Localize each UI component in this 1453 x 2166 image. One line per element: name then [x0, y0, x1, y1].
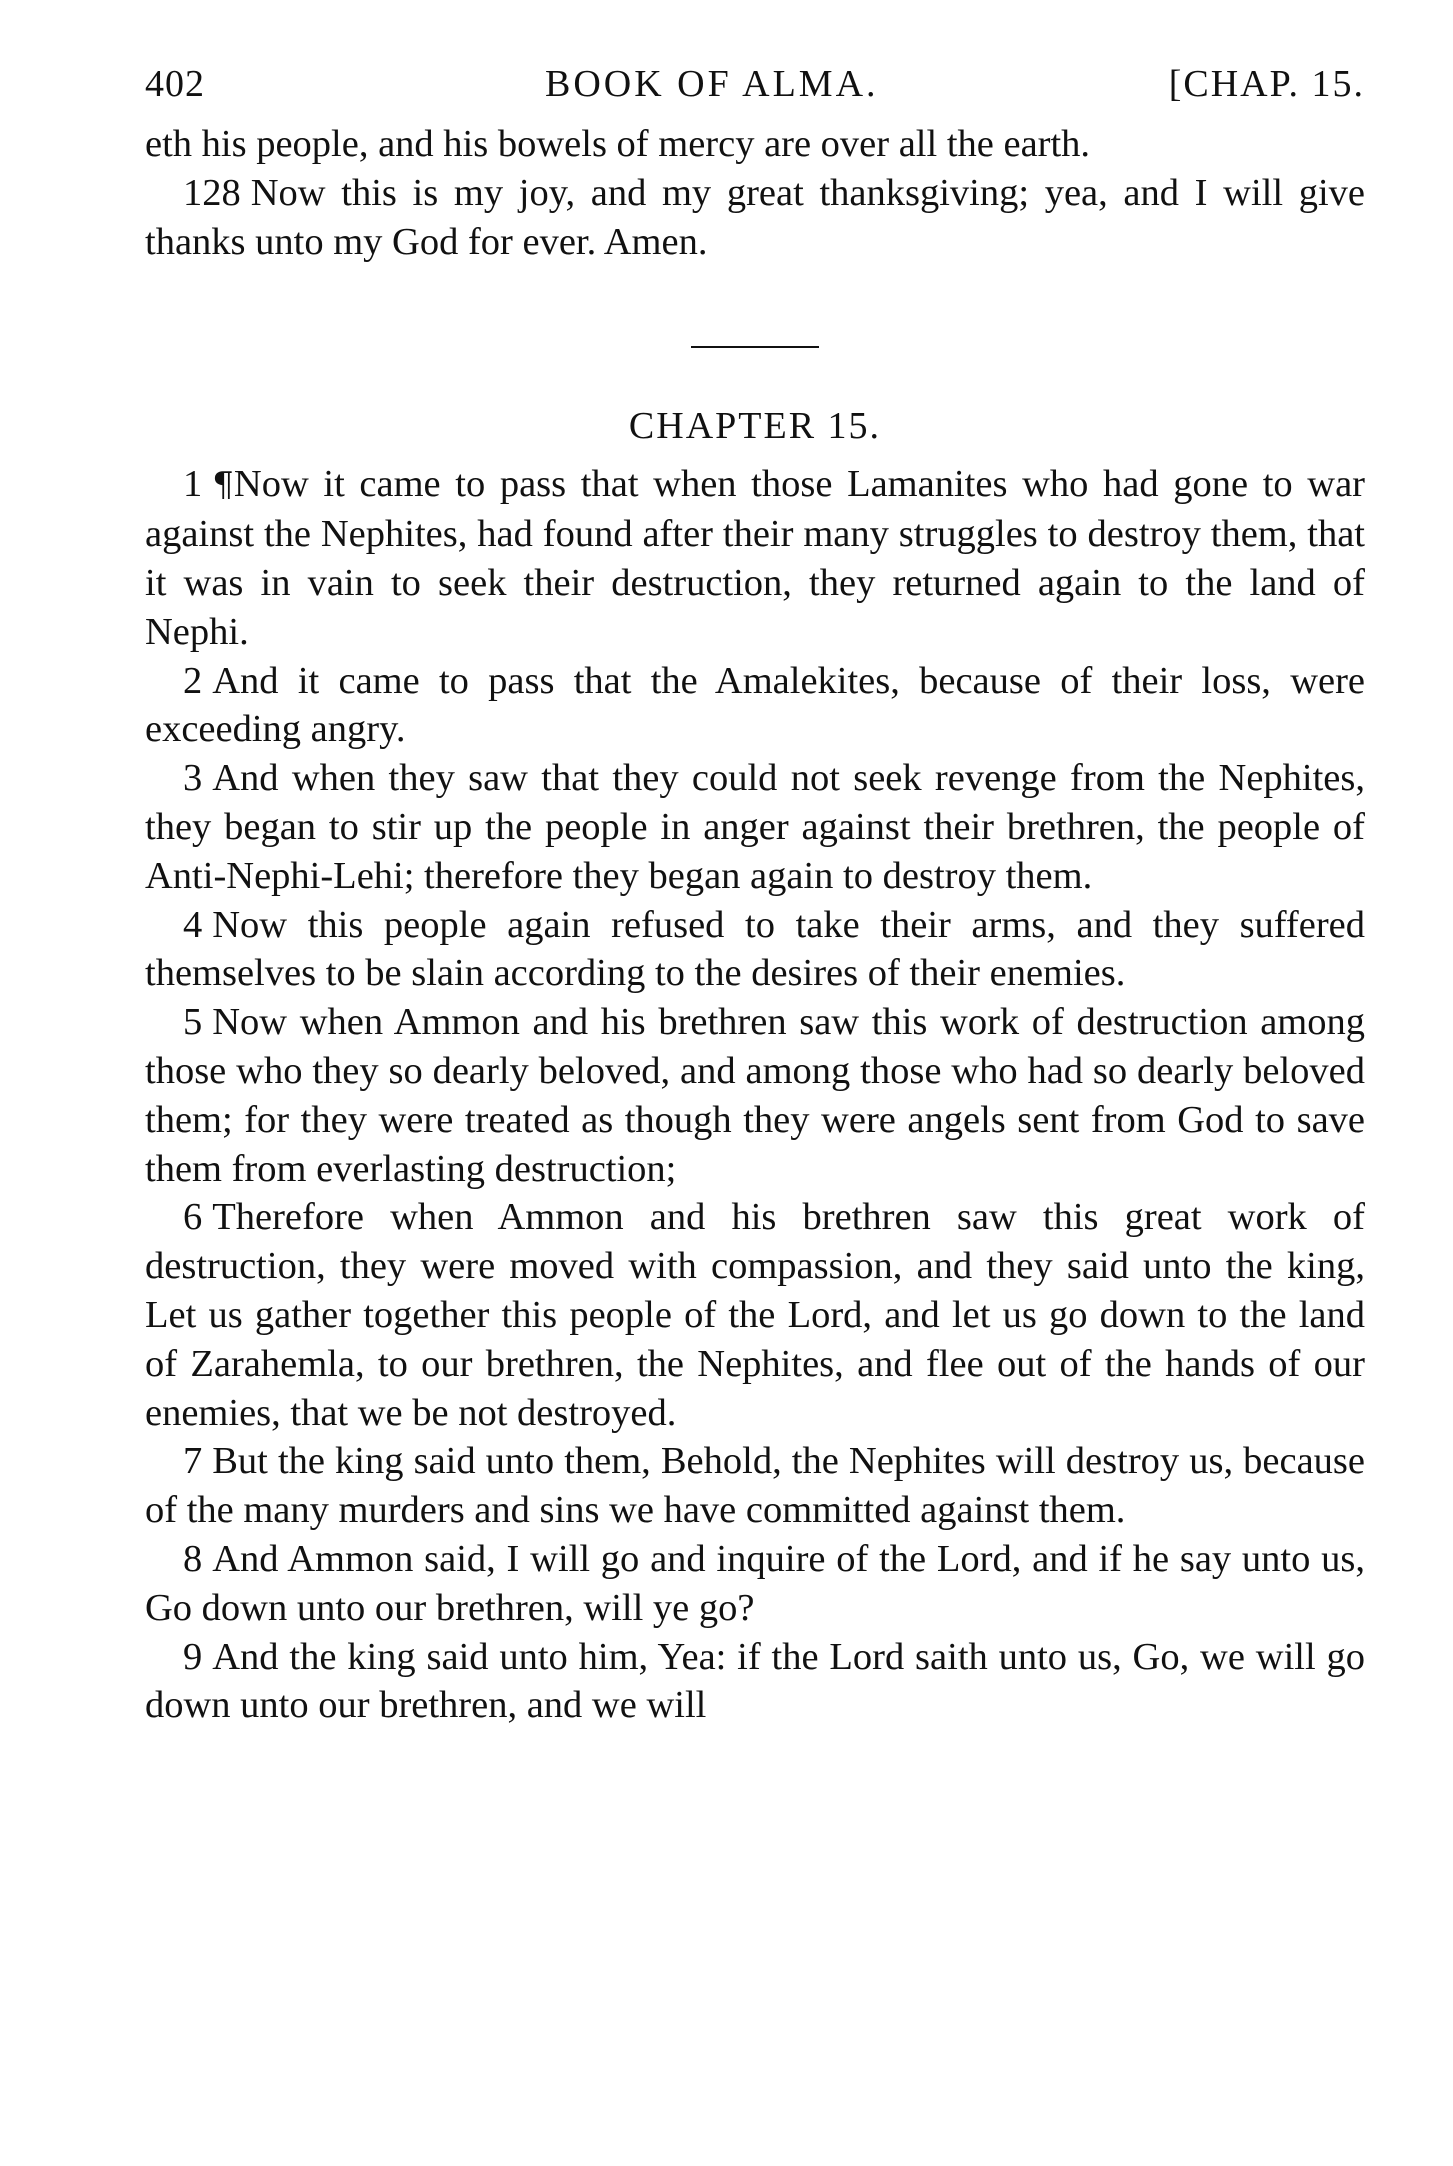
- chapter-heading: CHAPTER 15.: [628, 405, 882, 448]
- verse-text: Therefore when Ammon and his brethren saw this great work of destruction, they were moved with compassion, and they said unto the king, Let us gather together this people of the Lord, and let us go down to the land of Zarahemla, to our brethren, the Nephites, and flee out of the hands of our enemies, that we be not destroyed.: [145, 1196, 1365, 1434]
- verse-number: 6: [183, 1196, 203, 1239]
- verse-4: [145, 901, 1365, 999]
- book-title: BOOK OF ALMA.: [545, 63, 879, 105]
- verse-text: And the king said unto him, Yea: if the Lord saith unto us, Go, we will go down unto our brethren, and we will: [145, 1635, 1365, 1727]
- verse-128: [145, 169, 1365, 267]
- verse-number: 9: [183, 1635, 203, 1678]
- verse-text: And it came to pass that the Amalekites, because of their loss, were exceeding angry.: [145, 659, 1365, 751]
- book-page: [145, 62, 1365, 1730]
- verse-text: Now when Ammon and his brethren saw this work of destruction among those who they so dearly beloved, and among those who had so dearly beloved them; for they were treated as though they were angels sent from God to save them from everlasting destruction;: [145, 1001, 1365, 1190]
- verse-8: [145, 1535, 1365, 1633]
- verse-number: 4: [183, 903, 203, 946]
- pilcrow-icon: ¶: [212, 465, 234, 506]
- verse-number: 128: [183, 171, 241, 214]
- verse-9: [145, 1633, 1365, 1731]
- running-head: [145, 62, 1365, 114]
- verse-text: And Ammon said, I will go and inquire of the Lord, and if he say unto us, Go down unto our brethren, will ye go?: [145, 1537, 1365, 1629]
- verse-number: 2: [183, 659, 203, 702]
- continued-verse-text: eth his people, and his bowels of mercy are over all the earth.: [145, 123, 1091, 165]
- section-divider: [691, 346, 819, 348]
- verse-number: 3: [183, 757, 203, 800]
- verse-number: 5: [183, 1001, 203, 1044]
- verse-6: [145, 1193, 1365, 1437]
- chapter-reference: [CHAP. 15.: [1168, 63, 1365, 105]
- verse-text: But the king said unto them, Behold, the Nephites will destroy us, because of the many murders and sins we have committed against them.: [145, 1440, 1365, 1532]
- verse-text: Now it came to pass that when those Lamanites who had gone to war against the Nephites, had found after their many struggles to destroy them, that it was in vain to seek their destruction, they returned again to the land of Nephi.: [145, 463, 1365, 653]
- verse-number: 7: [183, 1440, 203, 1483]
- verse-2: [145, 657, 1365, 755]
- page-number: 402: [145, 63, 205, 105]
- verse-7: [145, 1437, 1365, 1535]
- verse-text: Now this is my joy, and my great thanksgiving; yea, and I will give thanks unto my God for ever. Amen.: [145, 171, 1365, 263]
- verse-3: [145, 754, 1365, 900]
- verse-number: 1: [183, 463, 203, 506]
- verse-1: [145, 460, 1365, 656]
- verse-text: Now this people again refused to take their arms, and they suffered themselves to be slain according to the desires of their enemies.: [145, 903, 1365, 995]
- verse-5: [145, 998, 1365, 1193]
- verse-text: And when they saw that they could not seek revenge from the Nephites, they began to stir up the people in anger against their brethren, the people of Anti-Nephi-Lehi; therefore they began again to destroy them.: [145, 757, 1365, 897]
- verse-number: 8: [183, 1537, 203, 1580]
